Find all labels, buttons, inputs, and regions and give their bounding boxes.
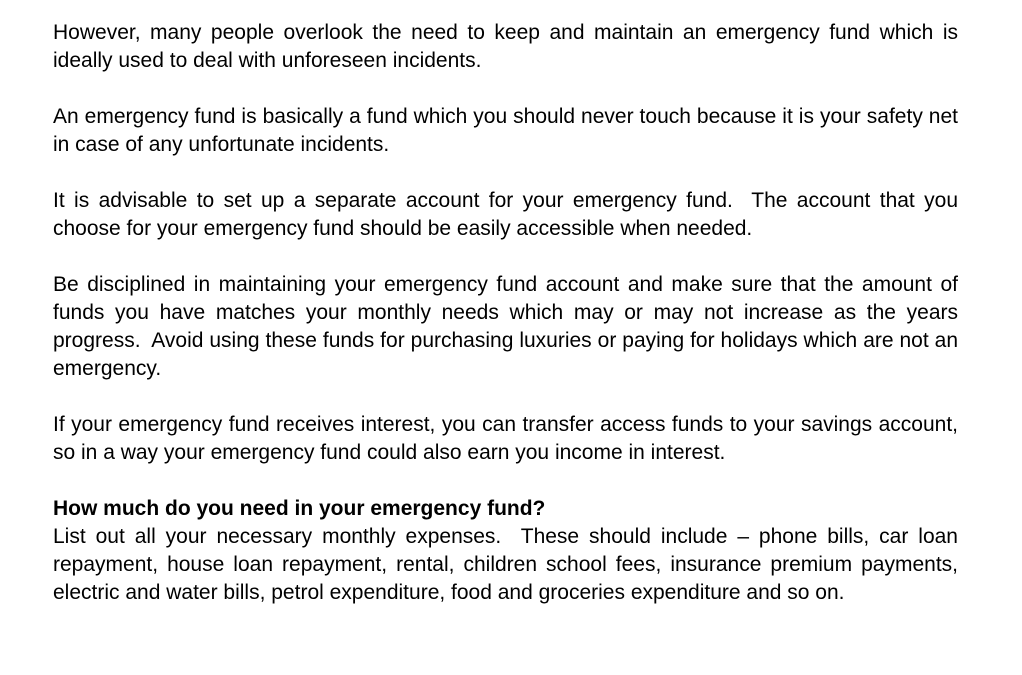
paragraph-5: If your emergency fund receives interest, you can transfer access funds to your savings account, so in a way your emergency fund could also earn you income in interest.	[53, 413, 964, 464]
paragraph-3: It is advisable to set up a separate account for your emergency fund. The account that you choose for your emergency fund should be easily accessible when needed.	[53, 189, 964, 240]
paragraph-1: However, many people overlook the need to keep and maintain an emergency fund which is ideally used to deal with unforeseen incidents.	[53, 21, 964, 72]
section-group	[53, 495, 964, 607]
section-paragraph: List out all your necessary monthly expenses. These should include – phone bills, car loan repayment, house loan repayment, rental, children school fees, insurance premium payments, electric and water bills, petrol expenditure, food and groceries expenditure and so on.	[53, 525, 964, 604]
paragraph-2: An emergency fund is basically a fund which you should never touch because it is your safety net in case of any unfortunate incidents.	[53, 105, 964, 156]
section-heading: How much do you need in your emergency fund?	[53, 497, 546, 520]
paragraph-4: Be disciplined in maintaining your emergency fund account and make sure that the amount of funds you have matches your monthly needs which may or may not increase as the years progress. Avoid using these funds for purchasing luxuries or paying for holidays which are not an emergency.	[53, 273, 964, 380]
document-text-block	[53, 19, 964, 607]
